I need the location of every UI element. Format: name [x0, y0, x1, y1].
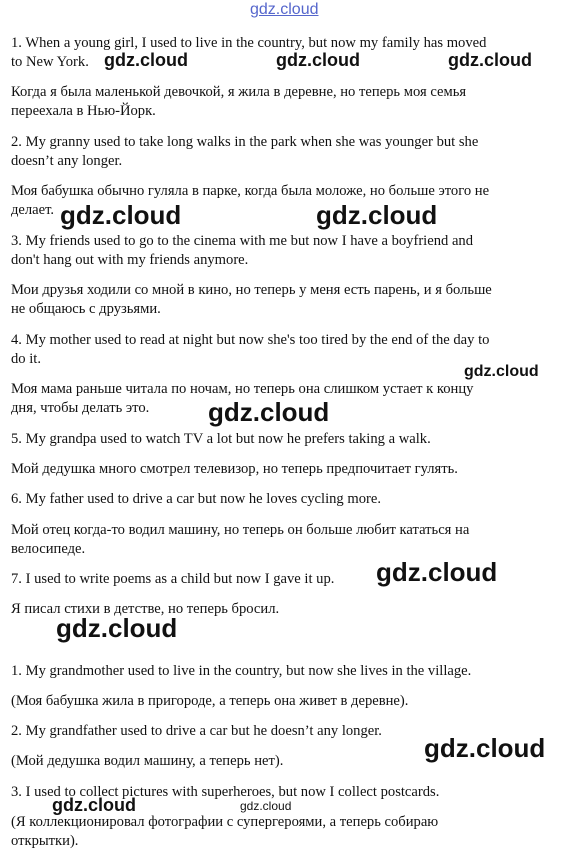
text-line: Моя бабушка обычно гуляла в парке, когда была моложе, но больше этого не: [11, 183, 490, 199]
watermark: gdz.cloud: [316, 200, 438, 230]
text-line: 2. My granny used to take long walks in the park when she was younger but she: [11, 134, 479, 150]
text-line: 5. My grandpa used to watch TV a lot but now he prefers taking a walk.: [11, 431, 431, 447]
text-line: 1. My grandmother used to live in the country, but now she lives in the village.: [11, 663, 472, 679]
text-line: 3. My friends used to go to the cinema with me but now I have a boyfriend and: [11, 233, 474, 249]
text-line: дня, чтобы делать это.: [11, 400, 150, 416]
text-line: 7. I used to write poems as a child but now I gave it up.: [11, 571, 335, 587]
text-line: (Моя бабушка жила в пригороде, а теперь она живет в деревне).: [11, 693, 409, 709]
text-line: не общаюсь с друзьями.: [11, 301, 161, 317]
text-line: Когда я была маленькой девочкой, я жила в деревне, но теперь моя семья: [11, 84, 467, 100]
text-line: (Мой дедушка водил машину, а теперь нет).: [11, 753, 284, 769]
watermark: gdz.cloud: [448, 50, 532, 70]
watermark: gdz.cloud: [208, 397, 330, 427]
text-line: делает.: [11, 202, 55, 218]
text-line: велосипеде.: [11, 541, 86, 557]
text-line: переехала в Нью-Йорк.: [11, 103, 156, 119]
text-line: 4. My mother used to read at night but now she's too tired by the end of the day to: [11, 332, 490, 348]
text-line: Моя мама раньше читала по ночам, но теперь она слишком устает к концу: [11, 381, 474, 397]
watermark: gdz.cloud: [276, 50, 360, 70]
text-line: (Я коллекционировал фотографии с супергероями, а теперь собираю: [11, 814, 439, 830]
text-line: doesn’t any longer.: [11, 153, 123, 169]
watermark-top[interactable]: gdz.cloud: [250, 1, 319, 18]
text-line: 1. When a young girl, I used to live in the country, but now my family has moved: [11, 35, 487, 51]
watermark: gdz.cloud: [376, 557, 498, 587]
watermark: gdz.cloud: [52, 795, 136, 815]
watermark: gdz.cloud: [464, 363, 539, 380]
watermark: gdz.cloud: [240, 799, 292, 813]
text-line: Мой отец когда-то водил машину, но теперь он больше любит кататься на: [11, 522, 470, 538]
text-line: 3. I used to collect pictures with superheroes, but now I collect postcards.: [11, 784, 440, 800]
watermark: gdz.cloud: [424, 733, 546, 763]
text-line: Я писал стихи в детстве, но теперь бросил.: [11, 601, 280, 617]
watermark: gdz.cloud: [60, 200, 182, 230]
text-line: 6. My father used to drive a car but now he loves cycling more.: [11, 491, 382, 507]
watermark: gdz.cloud: [56, 613, 178, 643]
text-line: to New York.: [11, 54, 89, 70]
text-line: Мой дедушка много смотрел телевизор, но теперь предпочитает гулять.: [11, 461, 458, 477]
text-line: don't hang out with my friends anymore.: [11, 252, 249, 268]
text-line: do it.: [11, 351, 41, 367]
text-line: Мои друзья ходили со мной в кино, но теперь у меня есть парень, и я больше: [11, 282, 492, 298]
watermark: gdz.cloud: [104, 50, 188, 70]
text-line: 2. My grandfather used to drive a car but he doesn’t any longer.: [11, 723, 382, 739]
text-line: открытки).: [11, 833, 79, 849]
